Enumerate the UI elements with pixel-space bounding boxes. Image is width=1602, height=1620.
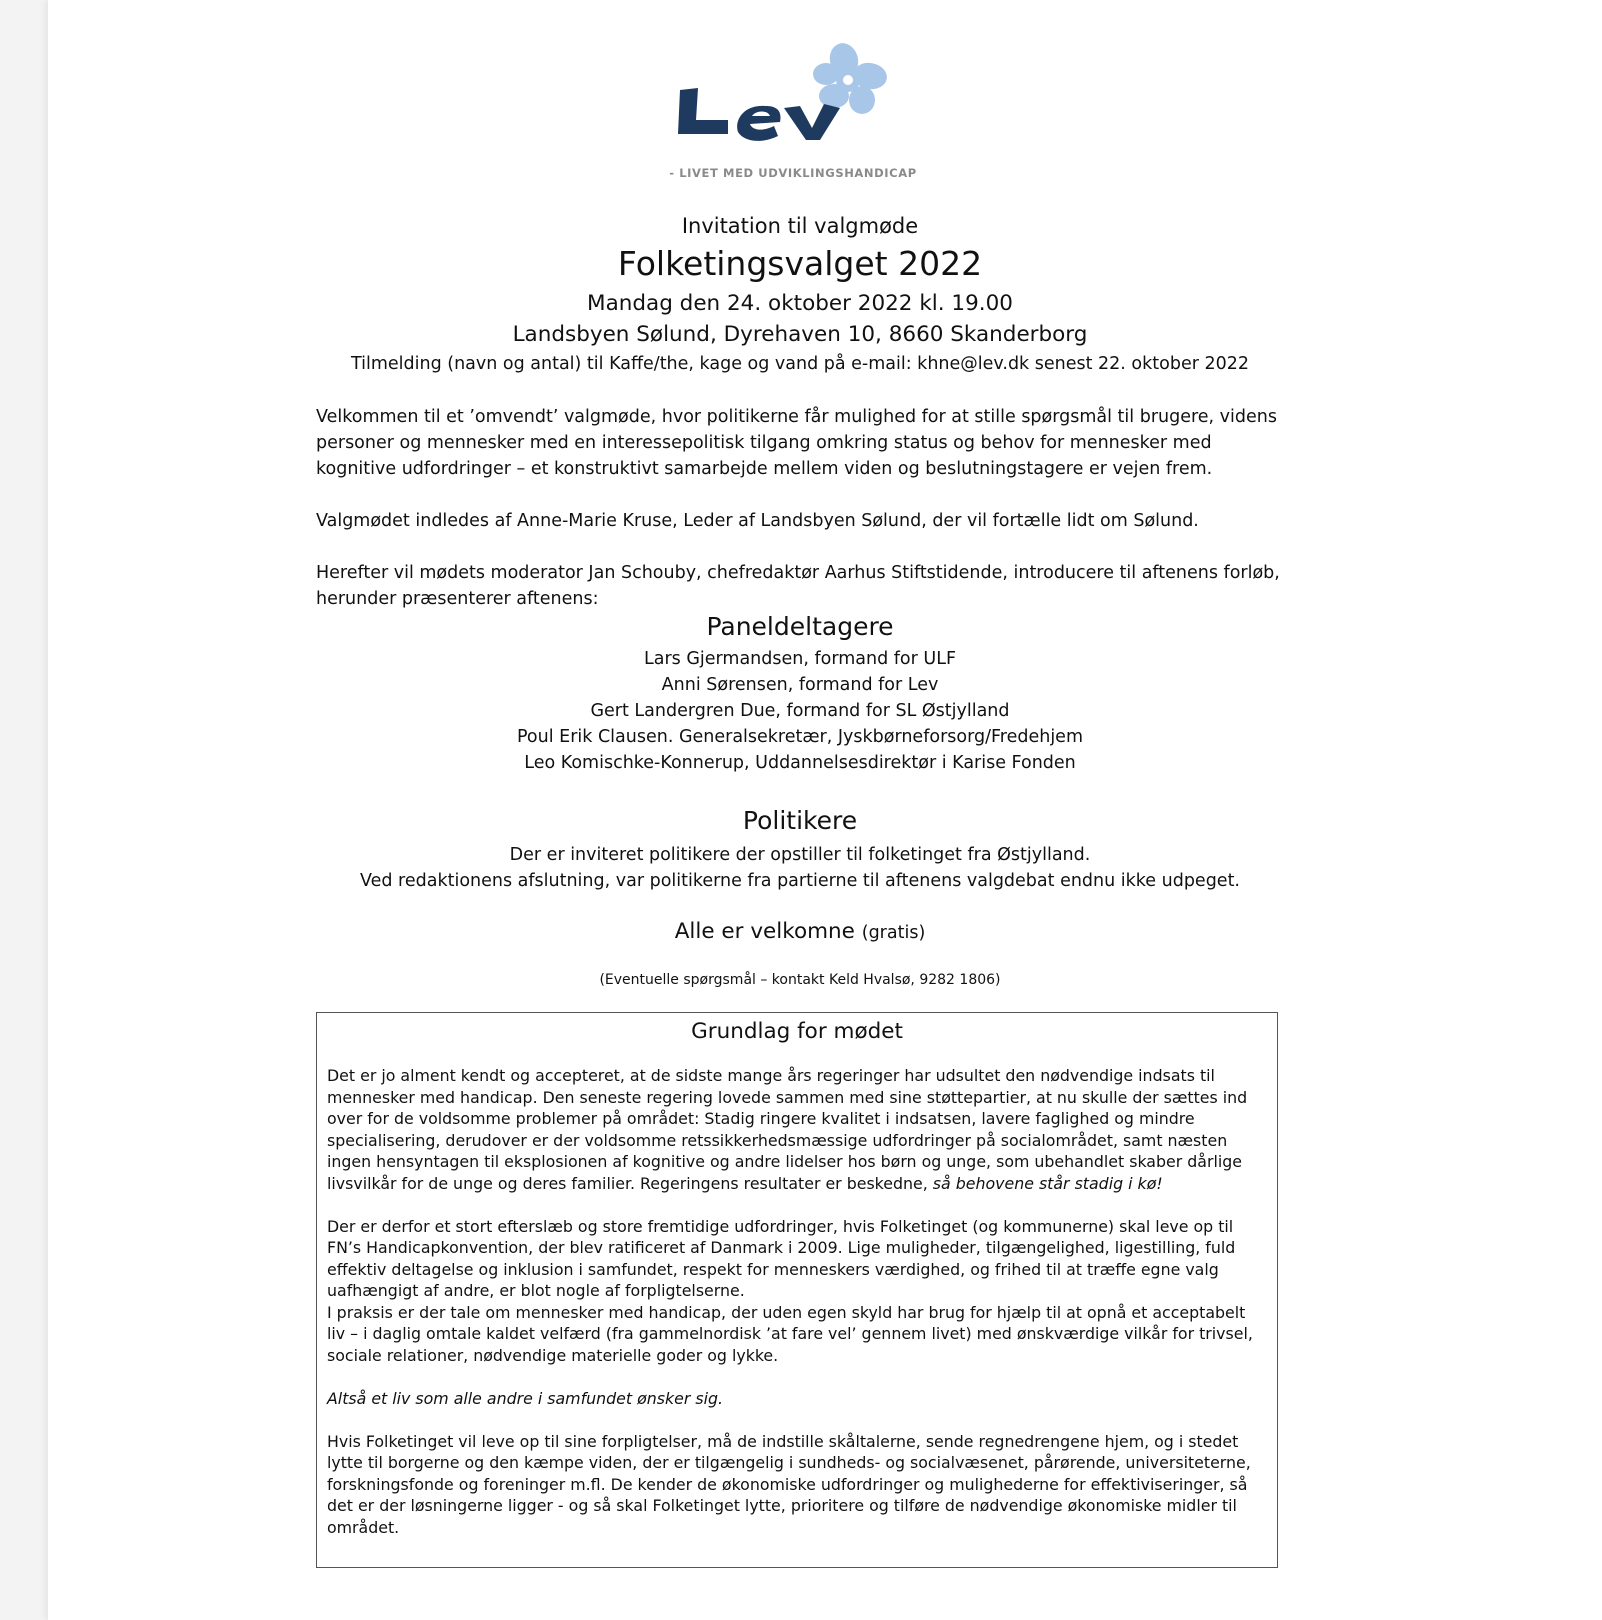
politicians-text xyxy=(260,842,1340,894)
welcome-text: Alle er velkomne xyxy=(674,919,855,944)
basis-paragraph-5: Hvis Folketinget vil leve op til sine forpligtelser, må de indstille skåltalerne, sende regnedrengene hjem, og i stedet lytte til borgerne og den kæmpe viden, der er tilgængelig i sundheds- og socialvæsenet, pårørende, universiteterne, forskningsfonde og foreninger m.fl. De kender de økonomiske udfordringer og mulighederne for effektiviseringer, så det er der løsningerne ligger - og så skal Folketinget lytte, prioritere og tilføre de nødvendige økonomiske midler til området. xyxy=(327,1431,1251,1537)
politicians-heading: Politikere xyxy=(742,806,858,835)
event-date: Mandag den 24. oktober 2022 kl. 19.00 xyxy=(587,291,1013,316)
panel-member: Lars Gjermandsen, formand for ULF xyxy=(643,649,957,669)
panel-member: Leo Komischke-Konnerup, Uddannelsesdirektør i Karise Fonden xyxy=(524,753,1076,773)
page-title: Folketingsvalget 2022 xyxy=(617,244,983,283)
basis-box xyxy=(316,1012,1278,1568)
invitation-label: Invitation til valgmøde xyxy=(681,214,919,238)
basis-paragraph-1-italic: så behovene står stadig i kø! xyxy=(932,1173,1163,1193)
flower-logo-icon xyxy=(658,38,928,163)
lev-logo xyxy=(658,38,928,188)
panel-list xyxy=(260,646,1340,776)
intro-paragraph-1: Velkommen til et ’omvendt’ valgmøde, hvor politikerne får mulighed for at stille spørgsmål til brugere, videns personer og mennesker med en interessepolitisk tilgang omkring status og behov for mennesker med kognitive udfordringer – et konstruktivt samarbejde mellem viden og beslutningstagere er vejen frem. xyxy=(316,407,1277,479)
logo-tagline: - LIVET MED UDVIKLINGSHANDICAP xyxy=(669,166,917,180)
panel-member: Poul Erik Clausen. Generalsekretær, Jyskbørneforsorg/Fredehjem xyxy=(516,727,1083,747)
registration-info: Tilmelding (navn og antal) til Kaffe/the, kage og vand på e-mail: khne@lev.dk senest 22. oktober 2022 xyxy=(350,354,1250,374)
basis-paragraph-3: I praksis er der tale om mennesker med handicap, der uden egen skyld har brug for hjælp til at opnå et acceptabelt liv – i daglig omtale kaldet velfærd (fra gammelnordisk ’at fare vel’ gennem livet) med ønskværdige vilkår for trivsel, sociale relationer, nødvendige materielle goder og lykke. xyxy=(327,1302,1253,1365)
basis-paragraph-1-text: Det er jo alment kendt og accepteret, at de sidste mange års regeringer har udsultet den nødvendige indsats til mennesker med handicap. Den seneste regering lovede sammen med sine støttepartier, at nu skulle der sættes ind over for de voldsomme problemer på området: Stadig ringere kvalitet i indsatsen, lavere faglighed og mindre specialisering, derudover er der voldsomme retssikkerhedsmæssige udfordringer på socialområdet, samt næsten ingen hensyntagen til eksplosionen af kognitive og andre lidelser hos børn og unge, som ubehandlet skaber dårlige livsvilkår for de unge og deres familier. Regeringens resultater er beskedne, xyxy=(327,1066,1248,1193)
panel-member: Gert Landergren Due, formand for SL Østjylland xyxy=(590,701,1010,721)
panel-heading: Paneldeltagere xyxy=(706,612,894,641)
basis-body xyxy=(327,1065,1267,1538)
panel-member: Anni Sørensen, formand for Lev xyxy=(661,675,939,695)
politicians-line-2: Ved redaktionens afslutning, var politikerne fra partierne til aftenens valgdebat endnu ikke udpeget. xyxy=(360,871,1240,891)
intro-paragraph-3: Herefter vil mødets moderator Jan Schouby, chefredaktør Aarhus Stiftstidende, introducere til aftenens forløb, herunder præsenterer aftenens: xyxy=(316,563,1280,609)
basis-paragraph-4: Altså et liv som alle andre i samfundet ønsker sig. xyxy=(327,1388,724,1408)
basis-paragraph-2: Der er derfor et stort efterslæb og store fremtidige udfordringer, hvis Folketinget (og kommunerne) skal leve op til FN’s Handicapkonvention, der blev ratificeret af Danmark i 2009. Lige muligheder, tilgængelighed, ligestilling, fuld effektiv deltagelse og inklusion i samfundet, respekt for menneskers værdighed, og frihed til at træffe egne valg uafhængigt af andre, er blot nogle af forpligtelserne. xyxy=(327,1216,1236,1300)
welcome-note: (gratis) xyxy=(861,923,926,943)
intro-paragraph-2: Valgmødet indledes af Anne-Marie Kruse, Leder af Landsbyen Sølund, der vil fortælle lidt om Sølund. xyxy=(316,511,1199,531)
document-page xyxy=(48,0,1602,1620)
basis-paragraph-1 xyxy=(327,1065,1267,1194)
contact-info: (Eventuelle spørgsmål – kontakt Keld Hvalsø, 9282 1806) xyxy=(599,972,1001,988)
event-location: Landsbyen Sølund, Dyrehaven 10, 8660 Skanderborg xyxy=(512,322,1088,347)
basis-heading: Grundlag for mødet xyxy=(691,1019,903,1044)
politicians-line-1: Der er inviteret politikere der opstiller til folketinget fra Østjylland. xyxy=(509,845,1091,865)
welcome-line xyxy=(260,919,1340,944)
